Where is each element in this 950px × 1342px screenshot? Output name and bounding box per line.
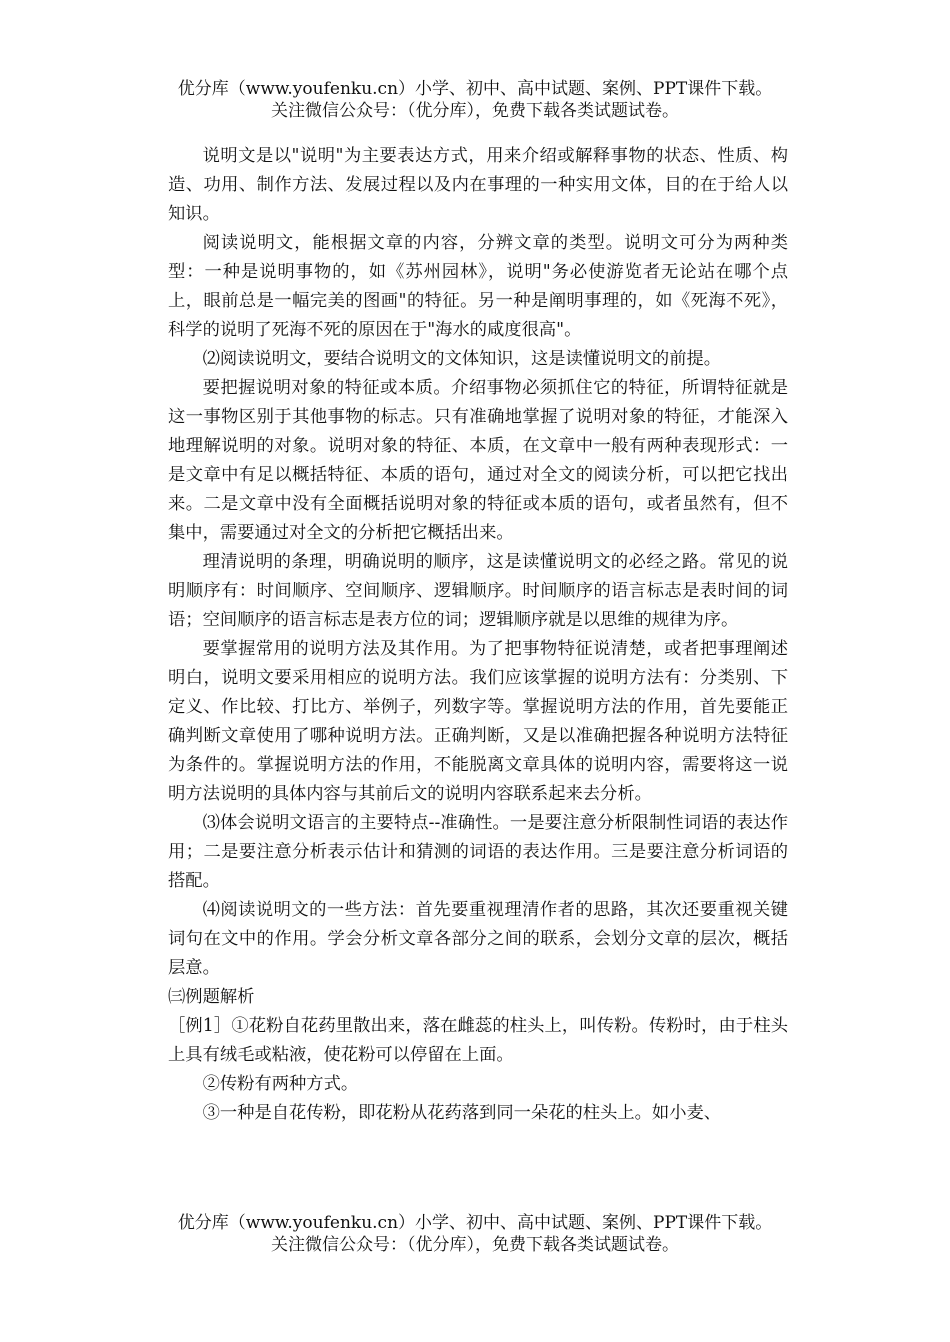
paragraph-order: 理清说明的条理，明确说明的顺序，这是读懂说明文的必经之路。常见的说明顺序有：时间顺序、空间顺序、逻辑顺序。时间顺序的语言标志是表时间的词语；空间顺序的语言标志是表方位的词；逻辑顺序就是以思维的规律为序。 <box>168 552 788 630</box>
paragraph-features: 要把握说明对象的特征或本质。介绍事物必须抓住它的特征，所谓特征就是这一事物区别于其他事物的标志。只有准确地掌握了说明对象的特征，才能深入地理解说明的对象。说明对象的特征、本质，在文章中一般有两种表现形式：一是文章中有足以概括特征、本质的语句，通过对全文的阅读分析，可以把它找出来。二是文章中没有全面概括说明对象的特征或本质的语句，或者虽然有，但不集中，需要通过对全文的分析把它概括出来。 <box>168 378 788 543</box>
paragraph-point-4: ⑷阅读说明文的一些方法：首先要重视理清作者的思路，其次还要重视关键词句在文中的作用。学会分析文章各部分之间的联系，会划分文章的层次，概括层意。 <box>168 900 788 978</box>
paragraph-point-2: ⑵阅读说明文，要结合说明文的文体知识，这是读懂说明文的前提。 <box>202 349 722 369</box>
footer-line-1: 优分库（www.youfenku.cn）小学、初中、高中试题、案例、PPT课件下载。 <box>177 1213 773 1233</box>
header-line-1: 优分库（www.youfenku.cn）小学、初中、高中试题、案例、PPT课件下载。 <box>177 79 773 99</box>
footer-line-2: 关注微信公众号：（优分库），免费下载各类试题试卷。 <box>271 1235 679 1255</box>
page-header <box>0 78 950 122</box>
section-heading-examples: ㈢例题解析 <box>168 987 255 1007</box>
paragraph-example-1: ［例1］①花粉自花药里散出来，落在雌蕊的柱头上，叫传粉。传粉时，由于柱头上具有绒毛或粘液，使花粉可以停留在上面。 <box>168 1016 788 1065</box>
paragraph-types: 阅读说明文，能根据文章的内容，分辨文章的类型。说明文可分为两种类型：一种是说明事物的，如《苏州园林》，说明"务必使游览者无论站在哪个点上，眼前总是一幅完美的图画"的特征。另一种是阐明事理的，如《死海不死》，科学的说明了死海不死的原因在于"海水的咸度很高"。 <box>168 233 788 340</box>
document-body <box>168 142 788 1128</box>
header-line-2: 关注微信公众号：（优分库），免费下载各类试题试卷。 <box>271 101 679 121</box>
paragraph-point-3: ⑶体会说明文语言的主要特点--准确性。一是要注意分析限制性词语的表达作用；二是要注意分析表示估计和猜测的词语的表达作用。三是要注意分析词语的搭配。 <box>168 813 788 891</box>
paragraph-example-3: ③一种是自花传粉，即花粉从花药落到同一朵花的柱头上。如小麦、 <box>202 1103 722 1123</box>
page-footer <box>0 1212 950 1256</box>
paragraph-methods: 要掌握常用的说明方法及其作用。为了把事物特征说清楚，或者把事理阐述明白，说明文要采用相应的说明方法。我们应该掌握的说明方法有：分类别、下定义、作比较、打比方、举例子，列数字等。掌握说明方法的作用，首先要能正确判断文章使用了哪种说明方法。正确判断，又是以准确把握各种说明方法特征为条件的。掌握说明方法的作用，不能脱离文章具体的说明内容，需要将这一说明方法说明的具体内容与其前后文的说明内容联系起来去分析。 <box>168 639 788 804</box>
paragraph-definition: 说明文是以"说明"为主要表达方式，用来介绍或解释事物的状态、性质、构造、功用、制作方法、发展过程以及内在事理的一种实用文体，目的在于给人以知识。 <box>168 146 788 224</box>
paragraph-example-2: ②传粉有两种方式。 <box>202 1074 359 1094</box>
